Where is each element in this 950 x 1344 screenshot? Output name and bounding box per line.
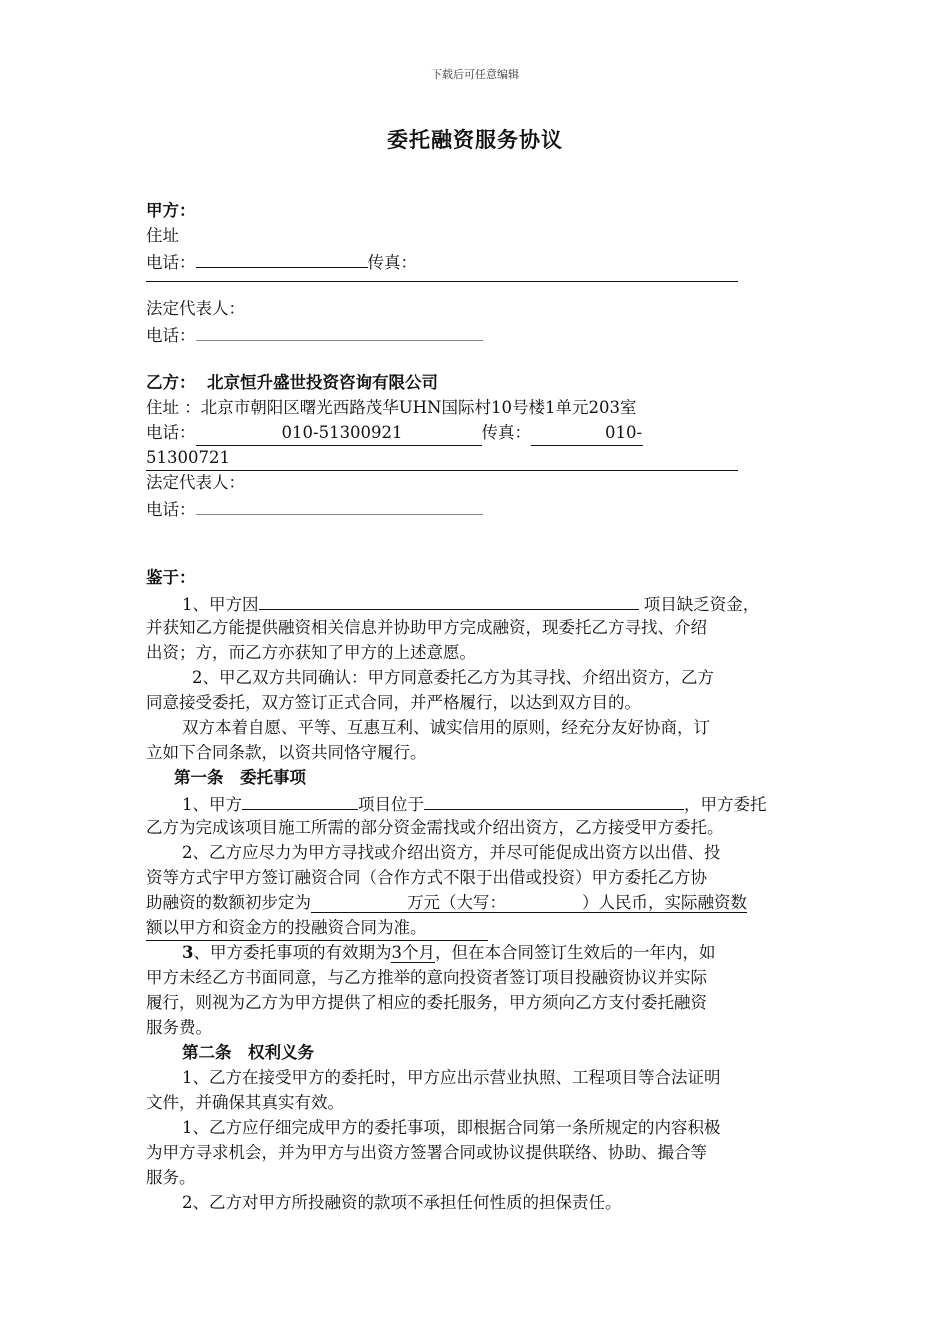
party-a-phone-blank	[196, 248, 368, 268]
party-a-fax-rule	[146, 273, 738, 282]
party-b-phone-field	[196, 420, 482, 446]
article1-c2-amount-tail: ）人民币，实际融资数	[582, 893, 747, 912]
party-b-fax-part1: 010-	[605, 423, 643, 442]
article1-c3-row2: 甲方未经乙方书面同意，与乙方推举的意向投资者签订项目投融资协议并实际	[146, 968, 707, 987]
article1-c1-mid: 项目位于	[358, 795, 424, 814]
whereas-p1-tail: 项目缺乏资金，	[643, 595, 760, 614]
whereas-p2-row1: 2、甲乙双方共同确认：甲方同意委托乙方为其寻找、介绍出资方，乙方	[192, 668, 714, 687]
article1-c3-row1	[146, 940, 796, 965]
article2-c2-row3: 服务。	[146, 1168, 196, 1187]
party-b-fax-field	[531, 420, 643, 446]
party-b-fax-field2	[146, 445, 738, 471]
party-a-label: 甲方：	[146, 201, 196, 220]
party-b-rep-phone-blank	[196, 495, 483, 515]
whereas-p1-row1	[146, 590, 796, 615]
article1-c3-tail: ，但在本合同签订生效后的一年内，如	[434, 943, 716, 962]
party-b-phone-row	[146, 420, 796, 445]
article1-c2-amount-unit: 万元（大写：	[407, 893, 506, 912]
party-a-rep-phone-label: 电话：	[146, 326, 196, 345]
party-b-address: ：北京市朝阳区曙光西路茂华UHN国际村10号楼1单元203室	[184, 398, 637, 417]
document-title: 委托融资服务协议	[387, 127, 563, 152]
party-b-rep-phone-label: 电话：	[146, 500, 196, 519]
party-a-rep-phone-row	[146, 321, 796, 346]
party-b-fax-label: 传真：	[481, 423, 531, 442]
project-cause-blank	[259, 590, 639, 610]
header-note: 下载后可任意编辑	[431, 68, 519, 81]
article1-c2-row4	[146, 915, 796, 940]
party-b-fax-part2: 51300721	[146, 448, 230, 467]
article1-c2-amount-lead: 助融资的数额初步定为	[146, 893, 311, 912]
article2-c3-row1: 2、乙方对甲方所投融资的款项不承担任何性质的担保责任。	[182, 1193, 622, 1212]
party-a-fax-label: 传真：	[367, 253, 417, 272]
party-a-phone-label: 电话：	[146, 253, 196, 272]
party-b-rep-phone-row	[146, 495, 796, 520]
party-b-fax-row2	[146, 445, 796, 470]
article2-c2-row1: 1、乙方应仔细完成甲方的委托事项，即根据合同第一条所规定的内容积极	[182, 1118, 721, 1137]
party-a-phone-row	[146, 248, 796, 273]
article1-c2-row2: 资等方式宇甲方签订融资合同（合作方式不限于出借或投资）甲方委托乙方协	[146, 868, 707, 887]
whereas-p1-lead: 1、甲方因	[182, 595, 259, 614]
article2-c1-row2: 文件，并确保其真实有效。	[146, 1093, 344, 1112]
party-b-phone-label: 电话：	[146, 423, 196, 442]
article1-c3-number: 3	[182, 943, 194, 962]
article1-c3-row3: 履行，则视为乙方为甲方提供了相应的委托服务，甲方须向乙方支付委托融资	[146, 993, 707, 1012]
article1-c1-tail: ，甲方委托	[684, 795, 767, 814]
party-b-label: 乙方：	[146, 373, 196, 392]
document-body	[146, 198, 796, 1215]
article1-c2-row1: 2、乙方应尽力为甲方寻找或介绍出资方，并尽可能促成出资方以出借、投	[182, 843, 721, 862]
spacer	[146, 346, 796, 370]
whereas-p1-row3: 出资；方，而乙方亦获知了甲方的上述意愿。	[146, 643, 476, 662]
party-b-address-row	[146, 395, 796, 420]
whereas-p2-row2: 同意接受委托，双方签订正式合同，并严格履行，以达到双方目的。	[146, 693, 641, 712]
article1-c2-amount-underlined	[311, 893, 747, 913]
article1-c2-final: 额以甲方和资金方的投融资合同为准。	[146, 915, 488, 941]
whereas-p3-row1: 双方本着自愿、平等、互惠互利、诚实信用的原则，经充分友好协商，订	[182, 718, 710, 737]
article1-heading: 第一条 委托事项	[174, 768, 306, 787]
party-a-rep-label: 法定代表人：	[146, 299, 245, 318]
article2-c1-row1: 1、乙方在接受甲方的委托时，甲方应出示营业执照、工程项目等合法证明	[182, 1068, 721, 1087]
party-b-rep-label: 法定代表人：	[146, 473, 245, 492]
validity-period: 3个月	[391, 943, 435, 962]
project-name-blank	[242, 790, 358, 810]
party-b-name-row	[146, 370, 796, 395]
project-location-blank	[424, 790, 684, 810]
article1-c1-row1	[146, 790, 796, 815]
article2-c2-row2: 为甲方寻求机会，并为甲方与出资方签署合同或协议提供联络、协助、撮合等	[146, 1143, 707, 1162]
spacer	[146, 520, 796, 565]
whereas-p3-row2: 立如下合同条款，以资共同恪守履行。	[146, 743, 427, 762]
whereas-label: 鉴于：	[146, 568, 196, 587]
article1-c2-row3	[146, 890, 796, 915]
article1-c1-row2: 乙方为完成该项目施工所需的部分资金需找或介绍出资方，乙方接受甲方委托。	[146, 818, 724, 837]
article2-heading: 第二条 权利义务	[182, 1043, 314, 1062]
whereas-p1-row2: 并获知乙方能提供融资相关信息并协助甲方完成融资，现委托乙方寻找、介绍	[146, 618, 707, 637]
article1-c1-lead: 1、甲方	[182, 795, 242, 814]
party-b-name: 北京恒升盛世投资咨询有限公司	[207, 373, 438, 392]
article1-c3-row4: 服务费。	[146, 1018, 212, 1037]
article1-c3-lead: 、甲方委托事项的有效期为	[193, 943, 392, 962]
party-b-phone: 010-51300921	[281, 423, 403, 442]
party-a-address-label: 住址	[146, 226, 179, 245]
party-a-rep-phone-blank	[196, 321, 483, 341]
party-b-address-label: 住址	[146, 398, 179, 417]
